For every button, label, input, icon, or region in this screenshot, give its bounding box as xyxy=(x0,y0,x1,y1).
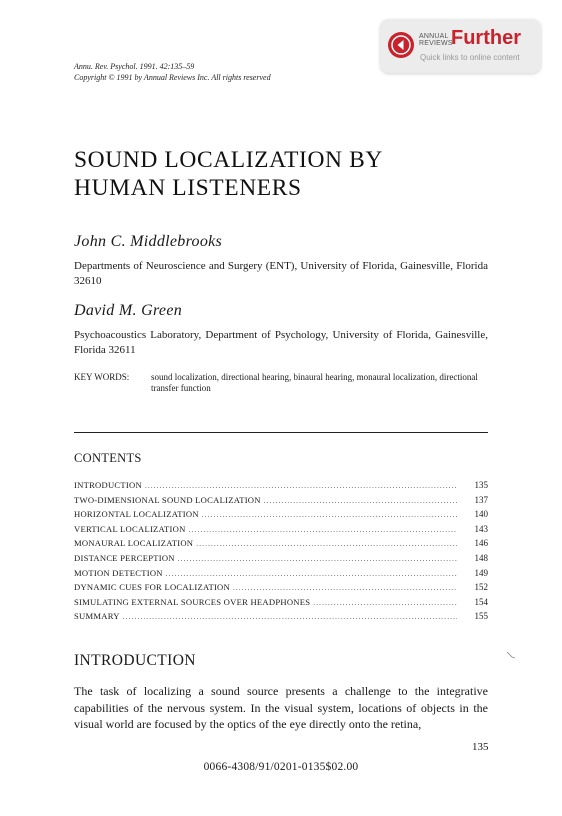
toc-entry-label: HORIZONTAL LOCALIZATION xyxy=(74,509,199,520)
toc-entry-monaural-localization[interactable] xyxy=(74,536,488,551)
toc-dot-leader xyxy=(202,508,457,523)
introduction-paragraph: The task of localizing a sound source presents a challenge to the integrative capabilities of the nervous system. In the visual system, locations of objects in the visual world are focused by the optics of the eye directly onto the retina, xyxy=(74,684,488,731)
contents-heading: CONTENTS xyxy=(74,451,142,465)
toc-entry-label: DISTANCE PERCEPTION xyxy=(74,552,175,563)
toc-entry-page: 149 xyxy=(474,567,488,578)
play-arrow-icon xyxy=(387,31,415,59)
key-words-label: KEY WORDS: xyxy=(74,372,130,382)
toc-entry-page: 152 xyxy=(474,582,488,593)
author-name-1: John C. Middlebrooks xyxy=(74,233,223,250)
toc-entry-page: 148 xyxy=(474,552,488,563)
badge-annual-reviews-label xyxy=(419,33,453,47)
badge-annual-text: ANNUAL xyxy=(419,33,449,40)
toc-entry-label: TWO-DIMENSIONAL SOUND LOCALIZATION xyxy=(74,494,261,505)
toc-entry-page: 143 xyxy=(474,523,488,534)
section-divider xyxy=(74,432,488,433)
table-of-contents xyxy=(74,478,488,624)
author-name-2: David M. Green xyxy=(74,302,183,319)
toc-entry-motion-detection[interactable] xyxy=(74,566,488,581)
toc-entry-label: INTRODUCTION xyxy=(74,480,142,490)
title-line-1: SOUND LOCALIZATION BY xyxy=(74,147,383,173)
journal-citation xyxy=(74,62,271,83)
toc-dot-leader xyxy=(166,567,457,582)
toc-entry-page: 140 xyxy=(474,509,488,520)
toc-entry-page: 135 xyxy=(474,480,488,490)
toc-entry-page: 146 xyxy=(474,538,488,549)
toc-entry-label: DYNAMIC CUES FOR LOCALIZATION xyxy=(74,582,230,593)
toc-entry-two-dimensional-sound-localization[interactable] xyxy=(74,493,488,508)
toc-entry-dynamic-cues-for-localization[interactable] xyxy=(74,580,488,595)
badge-further-text: Further xyxy=(451,27,521,49)
toc-entry-label: MONAURAL LOCALIZATION xyxy=(74,538,194,549)
author-affiliation-2: Psychoacoustics Laboratory, Department of Psychology, University of Florida, Gainesville, Florida 32611 xyxy=(74,329,488,356)
badge-subtitle: Quick links to online content xyxy=(420,53,520,62)
toc-dot-leader xyxy=(123,610,457,625)
page-number: 135 xyxy=(472,741,489,753)
toc-entry-label: SIMULATING EXTERNAL SOURCES OVER HEADPHONES xyxy=(74,596,311,607)
toc-entry-horizontal-localization[interactable] xyxy=(74,507,488,522)
toc-entry-label: SUMMARY xyxy=(74,611,120,622)
toc-entry-label: MOTION DETECTION xyxy=(74,567,163,578)
toc-dot-leader xyxy=(189,523,457,538)
title-line-2: HUMAN LISTENERS xyxy=(74,175,302,201)
toc-dot-leader xyxy=(196,537,457,552)
margin-scan-mark xyxy=(506,651,516,661)
badge-reviews-text: REVIEWS xyxy=(419,40,453,47)
introduction-heading: INTRODUCTION xyxy=(74,652,196,669)
toc-entry-page: 155 xyxy=(474,611,488,622)
toc-entry-vertical-localization[interactable] xyxy=(74,522,488,537)
article-code: 0066-4308/91/0201-0135$02.00 xyxy=(203,761,359,773)
citation-line-1: Annu. Rev. Psychol. 1991. 42:135–59 xyxy=(74,62,195,71)
toc-entry-page: 154 xyxy=(474,596,488,607)
toc-entry-page: 137 xyxy=(474,494,488,505)
toc-entry-simulating-external-sources[interactable] xyxy=(74,595,488,610)
toc-entry-introduction[interactable] xyxy=(74,478,488,493)
toc-entry-summary[interactable] xyxy=(74,609,488,624)
author-affiliation-1: Departments of Neuroscience and Surgery (ENT), University of Florida, Gainesville, Florida 32610 xyxy=(74,260,488,287)
toc-entry-distance-perception[interactable] xyxy=(74,551,488,566)
toc-dot-leader xyxy=(233,581,457,596)
toc-dot-leader xyxy=(178,552,457,567)
article-title xyxy=(74,146,494,202)
toc-dot-leader xyxy=(264,494,457,509)
toc-dot-leader xyxy=(313,596,457,611)
key-words-text: sound localization, directional hearing, binaural hearing, monaural localization, directional transfer function xyxy=(151,372,478,393)
toc-dot-leader xyxy=(145,479,457,494)
annual-reviews-further-badge[interactable] xyxy=(380,19,541,73)
toc-entry-label: VERTICAL LOCALIZATION xyxy=(74,523,186,534)
citation-line-2: Copyright © 1991 by Annual Reviews Inc. All rights reserved xyxy=(74,72,271,82)
